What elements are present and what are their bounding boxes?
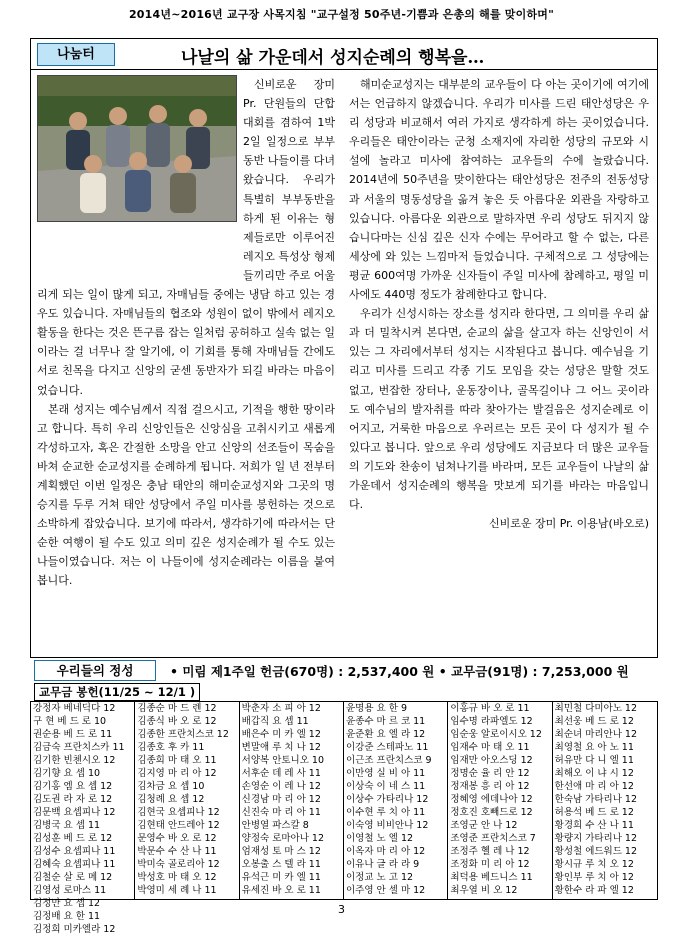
section-tag: 나눔터 [37,43,115,66]
donor-entry: 이옥자 마 리 아 12 [346,846,426,857]
article-title: 나날의 삶 가운데서 성지순례의 행복을… [181,48,485,68]
donor-entry: 임재만 아오스딩 12 [450,755,533,766]
donor-entry: 김도권 라 자 로 12 [33,794,113,805]
donor-entry: 오봉출 스 텔 라 11 [241,859,321,870]
donor-column [135,702,239,899]
donor-entry: 김종순 마 드 렌 12 [137,703,217,714]
donor-entry: 김성훈 베 드 로 12 [33,833,113,844]
donor-entry: 이홍규 바 오 로 11 [450,703,530,714]
donor-entry: 정호진 호빼드로 12 [450,807,533,818]
donor-entry: 황성철 에드워드 12 [554,846,638,857]
offerings-subheader: 교무금 봉헌(11/25 ~ 12/1 ) [34,683,200,701]
group-photo [37,75,237,222]
donor-entry: 배은수 미 카 엘 12 [241,729,321,740]
donor-entry: 윤준환 요 엘 라 12 [346,729,426,740]
donor-entry: 김청례 요 셉 12 [137,794,205,805]
donor-column [240,702,344,899]
donor-entry: 박영미 세 례 나 11 [137,885,217,896]
donor-entry: 황경희 수 산 나 11 [554,820,634,831]
donor-entry: 황량지 가타리나 12 [554,833,638,844]
donor-entry: 손영순 이 레 나 12 [241,781,321,792]
donor-entry: 이강준 스테파노 11 [346,742,429,753]
donor-entry: 김기한 빈첸시오 12 [33,755,116,766]
donor-entry: 신진숙 마 리 아 11 [241,807,321,818]
donor-entry: 유세진 바 오 로 11 [241,885,321,896]
donor-entry: 조정주 헬 레 나 12 [450,846,530,857]
donor-entry: 이영철 노 엘 12 [346,833,414,844]
donor-entry: 이유나 글 라 라 9 [346,859,420,870]
donor-entry: 김종희 마 태 오 11 [137,755,217,766]
donor-entry: 최순녀 마리안나 12 [554,729,638,740]
donor-entry: 박춘자 소 피 아 12 [241,703,321,714]
donor-entry: 안병열 파스칼 8 [241,820,309,831]
donor-entry: 최덕용 베드니스 11 [450,872,533,883]
donor-entry: 김현태 안드레아 12 [137,820,220,831]
donor-entry: 권순용 베 드 로 11 [33,729,113,740]
donor-entry: 배갑직 요 셉 11 [241,716,309,727]
donor-entry: 김기홍 엠 요 셉 12 [33,781,113,792]
donor-entry: 박문수 수 산 나 11 [137,846,217,857]
donor-entry: 이주영 안 셀 마 12 [346,885,426,896]
donor-entry: 한숙남 가타리나 12 [554,794,638,805]
donor-entry: 김지영 마 리 아 12 [137,768,217,779]
donor-entry: 문영수 바 오 로 12 [137,833,217,844]
donor-entry: 김종호 후 카 11 [137,742,205,753]
donor-column [31,702,135,935]
offerings-summary: • 미림 제1주일 헌금(670명) : 2,537,400 원 • 교무금(91명) : 7,253,000 원 [170,664,629,679]
donor-entry: 김병국 요 셉 11 [33,820,101,831]
donor-entry: 김정희 미카엘라 12 [33,924,116,935]
donor-entry: 양정숙 로마아나 12 [241,833,325,844]
donor-entry: 김영성 로마스 11 [33,885,107,896]
donor-entry: 김종식 바 오 로 12 [137,716,217,727]
donor-entry: 김정배 요 한 11 [33,911,101,922]
article-titlebar [31,39,657,70]
donor-entry: 이수현 루 치 아 11 [346,807,426,818]
donor-entry: 김정만 요 셉 12 [33,898,101,909]
donor-entry: 서양복 안토니오 10 [241,755,325,766]
donor-entry: 김현국 요셉피나 12 [137,807,220,818]
donor-entry: 조영군 안 나 12 [450,820,518,831]
donor-entry: 강정자 베네딕다 12 [33,703,116,714]
article-frame [30,38,658,658]
donor-entry: 임수명 라파엘도 12 [450,716,533,727]
signature: 신비로운 장미 Pr. 이용남(바오로) [488,517,649,531]
donor-entry: 이숙영 비비안나 12 [346,820,429,831]
donor-entry: 엄재성 토 마 스 12 [241,846,321,857]
donor-entry: 이만영 실 비 아 11 [346,768,426,779]
donor-column [553,702,656,899]
donor-entry: 허유만 다 니 엘 11 [554,755,634,766]
donor-entry: 김성수 요셉피나 11 [33,846,116,857]
donor-entry: 구 현 베 드 로 10 [33,716,107,727]
donor-entry: 임재수 마 태 오 11 [450,742,530,753]
left-paragraph-1: 신비로운 장미 Pr. 단원들의 단합대회를 겸하여 1박 2일 일정으로 부부동반 나들이를 다녀왔습니다. 우리가 특별히 부부동반을 하게 된 이유는 형제들로만 이루어진 레지오 특성상 형제들끼리만 주로 어울리게 되는 일이 많게 되고, 자매님들 중에는 냉담 하고 있는 경우도 있습니다. 자매님들의 협조와 성원이 없이 밖에서 레지오 활동을 한다는 것은 뜬구름 잡는 일처럼 공허하고 실속 없는 일이라는 걸 너무나 잘 알기에, 이 기회를 통해 자매님들 간에도 서로 친목을 다지고 신앙의 굳센 동반자가 되길 바라는 마음이었습니다. [37,78,336,397]
donor-entry: 서후순 데 레 사 11 [241,768,321,779]
donor-entry: 김혜숙 요셉피나 11 [33,859,116,870]
donor-entry: 김철순 살 로 메 12 [33,872,113,883]
donor-entry: 박미숙 골로리아 12 [137,859,220,870]
donor-entry: 변말애 루 치 나 12 [241,742,321,753]
donor-entry: 이정교 노 고 12 [346,872,414,883]
donor-entry: 윤명용 요 한 9 [346,703,407,714]
donor-column [344,702,448,899]
donor-entry: 조영준 프란치스코 7 [450,833,536,844]
donor-entry: 박성호 마 태 오 12 [137,872,217,883]
donor-entry: 한선애 마 리 아 12 [554,781,634,792]
donor-entry: 유석근 미 카 엘 11 [241,872,321,883]
donor-entry: 정명순 율 리 안 12 [450,768,530,779]
offerings-tag: 우리들의 정성 [34,660,156,681]
donor-name-table [30,701,658,935]
left-paragraph-2: 본래 성지는 예수님께서 직접 걸으시고, 기적을 행한 땅이라고 합니다. 특히 우리 신앙인들은 신앙심을 고취시키고 새롭게 각성하고자, 혹은 간절한 소망을 안고 신앙의 선조들이 목숨을 바쳐 순교한 순교성지를 순례하게 됩니다. 저희가 일 년 전부터 계획했던 이번 일정은 충남 태안의 해미순교성지와 그곳의 명승지를 두루 거쳐 태안 성당에서 주일 미사를 봉헌하는 것으로 소박하게 잡았습니다. 보기에 따라서, 생각하기에 따라서는 단순한 여행이 될 수도 있고 의미 깊은 성지순례가 될 수도 있는 나들이였습니다. 저는 이 나들이에 성지순례라는 이름을 붙여봅니다. [37,402,335,588]
donor-entry: 최선웅 베 드 로 12 [554,716,634,727]
donor-entry: 신경남 마 리 아 12 [241,794,321,805]
donor-entry: 윤종수 마 르 코 11 [346,716,426,727]
right-paragraph-2: 우리가 신성시하는 장소를 성지라 한다면, 그 의미를 우리 삶과 더 밀착시켜 본다면, 순교의 삶을 살고자 하는 신앙인이 서있는 그 자리에서부터 성지는 시작된다고 봅니다. 예수님을 기리고 미사를 드리고 각종 기도 모임을 갖는 성당은 말할 것도 없고, 번잡한 장터나, 운동장이나, 골목길이나 그 어느 곳이라도 예수님의 발자취를 따라 찾아가는 발걸음은 성지순례로 이어지고, 거룩한 마음으로 우러르는 모든 곳이 다 성지가 될 수 있다고 봅니다. 앞으로 우리 성당에도 지금보다 더 많은 교우들의 기도와 찬송이 넘쳐나기를 바라며, 모든 교우들이 나날의 삶 가운데서 성지순례의 행복을 맛보게 되기를 바라는 마음입니다. [349,307,649,512]
donor-entry: 허용석 베 드 로 12 [554,807,634,818]
donor-entry: 임순웅 알로이시오 12 [450,729,542,740]
donor-entry: 황한수 라 파 엘 12 [554,885,634,896]
donor-entry: 김종한 프란치스코 12 [137,729,229,740]
donor-entry: 황시규 루 치 오 12 [554,859,634,870]
donor-entry: 김기향 요 셉 10 [33,768,101,779]
donor-entry: 최해오 이 냐 시 12 [554,768,634,779]
donor-entry: 정혜영 에데나아 12 [450,794,533,805]
donor-entry: 김금숙 프란치스카 11 [33,742,125,753]
donor-entry: 조정화 미 리 아 12 [450,859,530,870]
donor-column [448,702,552,899]
right-column [349,75,649,533]
donor-entry: 최민철 다미아노 12 [554,703,638,714]
right-paragraph-1: 해미순교성지는 대부분의 교우들이 다 아는 곳이기에 여기에서는 언급하지 않겠습니다. 우리가 미사를 드린 태안성당은 우리 성당과 비교해서 여러 가지로 생각하게 하는 곳이었습니다. 우리들은 태안이라는 군청 소재지에 자리한 성당의 규모와 시설에 놀라고 미사에 참여하는 교우들의 수에 놀랐습니다. 2014년에 50주년을 맞이한다는 태안성당은 전주의 전동성당과 서울의 명동성당을 옮겨 놓은 듯 아름다운 외관을 자랑하고 있습니다. 아름다운 외관으로 말하자면 우리 성당도 뒤지지 않습니다마는 신심 깊은 신자 수에는 무어라고 할 수 없는, 다른 세상에 와 있는 느낌마저 들었습니다. 구체적으로 그 성당에는 평균 600여명 가까운 신자들이 주일 미사에 참례하고, 평일 미사에도 440명 정도가 참례한다고 합니다. [349,78,649,302]
donor-entry: 김차금 요 셉 10 [137,781,205,792]
donor-entry: 이상수 가타리나 12 [346,794,429,805]
page-header: 2014년~2016년 교구장 사목지침 "교구설정 50주년-기쁨과 은총의 해를 맞이하며" [128,8,555,21]
group-photo-image [38,76,236,221]
donor-entry: 이상숙 이 네 스 11 [346,781,426,792]
page-number: 3 [338,903,345,916]
donor-entry: 황인부 루 치 아 12 [554,872,634,883]
donor-entry: 최영철 요 아 노 11 [554,742,634,753]
donor-entry: 정재봉 흥 리 아 12 [450,781,530,792]
donor-entry: 이근조 프란치스코 9 [346,755,432,766]
donor-entry: 최우열 비 오 12 [450,885,518,896]
donor-entry: 김문백 요셉피나 12 [33,807,116,818]
